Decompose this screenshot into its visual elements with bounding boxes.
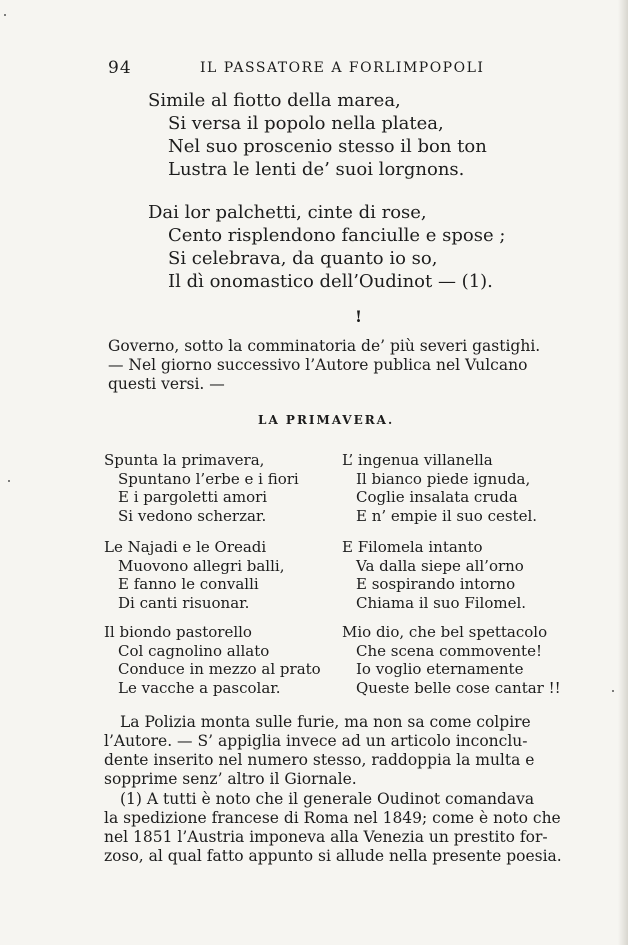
verse-line: Mio dio, che bel spettacolo bbox=[342, 623, 548, 641]
prose-line: La Polizia monta sulle furie, ma non sa come colpire bbox=[120, 713, 531, 731]
prose-line: — Nel giorno successivo l’Autore publica nel Vulcano bbox=[108, 356, 528, 374]
poem-left-stanza-2 bbox=[104, 538, 284, 612]
prose-line: Governo, sotto la comminatoria de’ più severi gastighi. bbox=[108, 337, 541, 355]
page-edge-shadow bbox=[618, 0, 628, 945]
verse-line: Va dalla siepe all’orno bbox=[356, 556, 524, 575]
verse-line: Conduce in mezzo al prato bbox=[118, 660, 321, 678]
verse-stanza-2 bbox=[148, 201, 505, 293]
footnote-line: nel 1851 l’Austria imponeva alla Venezia un prestito for- bbox=[104, 828, 548, 846]
prose-paragraph-2 bbox=[104, 713, 534, 789]
verse-line: L’ ingenua villanella bbox=[342, 451, 493, 469]
verse-line: Cento risplendono fanciulle e spose ; bbox=[168, 225, 506, 246]
poem-right-stanza-3 bbox=[342, 623, 561, 697]
verse-line: E fanno le convalli bbox=[118, 575, 259, 593]
verse-line: Le vacche a pascolar. bbox=[118, 678, 281, 697]
ink-speck bbox=[8, 480, 10, 482]
verse-line: Simile al fiotto della marea, bbox=[148, 90, 401, 111]
verse-line: Di canti risuonar. bbox=[118, 593, 250, 612]
poem-right-stanza-2 bbox=[342, 538, 526, 612]
poem-left-stanza-1 bbox=[104, 451, 299, 525]
verse-line: Si celebrava, da quanto io so, bbox=[168, 248, 438, 269]
prose-line: questi versi. — bbox=[108, 375, 225, 393]
poem-right-stanza-1 bbox=[342, 451, 537, 525]
prose-line: dente inserito nel numero stesso, raddoppia la multa e bbox=[104, 751, 535, 769]
verse-line: Coglie insalata cruda bbox=[356, 488, 518, 506]
verse-line: Chiama il suo Filomel. bbox=[356, 593, 527, 612]
poem-left-stanza-3 bbox=[104, 623, 321, 697]
running-title: IL PASSATORE A FORLIMPOPOLI bbox=[200, 60, 485, 76]
poem-title: LA PRIMAVERA. bbox=[258, 413, 395, 427]
page-number: 94 bbox=[108, 58, 132, 78]
verse-line: Io voglio eternamente bbox=[356, 660, 524, 678]
footnote bbox=[104, 790, 562, 866]
prose-line: l’Autore. — S’ appiglia invece ad un articolo inconclu- bbox=[104, 732, 528, 750]
footnote-line: zoso, al qual fatto appunto si allude nella presente poesia. bbox=[104, 847, 562, 865]
verse-line: Che scena commovente! bbox=[356, 641, 542, 660]
verse-line: Nel suo proscenio stesso il bon ton bbox=[168, 136, 487, 157]
verse-line: Col cagnolino allato bbox=[118, 641, 270, 660]
verse-line: Lustra le lenti de’ suoi lorgnons. bbox=[168, 159, 465, 180]
verse-line: Queste belle cose cantar !! bbox=[356, 678, 561, 697]
prose-paragraph-1 bbox=[108, 337, 540, 394]
verse-line: Spuntano l’erbe e i fiori bbox=[118, 469, 299, 488]
verse-line: Il bianco piede ignuda, bbox=[356, 469, 531, 488]
verse-line: E sospirando intorno bbox=[356, 575, 516, 593]
verse-line: Si versa il popolo nella platea, bbox=[168, 113, 444, 134]
section-mark: ! bbox=[355, 307, 363, 326]
verse-line: Il dì onomastico dell’Oudinot — (1). bbox=[168, 271, 493, 292]
verse-line: E i pargoletti amori bbox=[118, 488, 268, 506]
ink-speck bbox=[612, 690, 614, 692]
prose-line: sopprime senz’ altro il Giornale. bbox=[104, 770, 357, 788]
verse-line: Dai lor palchetti, cinte di rose, bbox=[148, 202, 427, 223]
footnote-line: (1) A tutti è noto che il generale Oudinot comandava bbox=[120, 790, 535, 808]
ink-speck bbox=[4, 14, 6, 16]
verse-line: E Filomela intanto bbox=[342, 538, 483, 556]
verse-line: Spunta la primavera, bbox=[104, 451, 265, 469]
verse-line: E n’ empie il suo cestel. bbox=[356, 506, 538, 525]
verse-line: Muovono allegri balli, bbox=[118, 556, 285, 575]
verse-line: Il biondo pastorello bbox=[104, 623, 252, 641]
verse-line: Si vedono scherzar. bbox=[118, 506, 267, 525]
verse-line: Le Najadi e le Oreadi bbox=[104, 538, 267, 556]
footnote-line: la spedizione francese di Roma nel 1849; come è noto che bbox=[104, 809, 561, 827]
verse-stanza-1 bbox=[148, 89, 487, 181]
